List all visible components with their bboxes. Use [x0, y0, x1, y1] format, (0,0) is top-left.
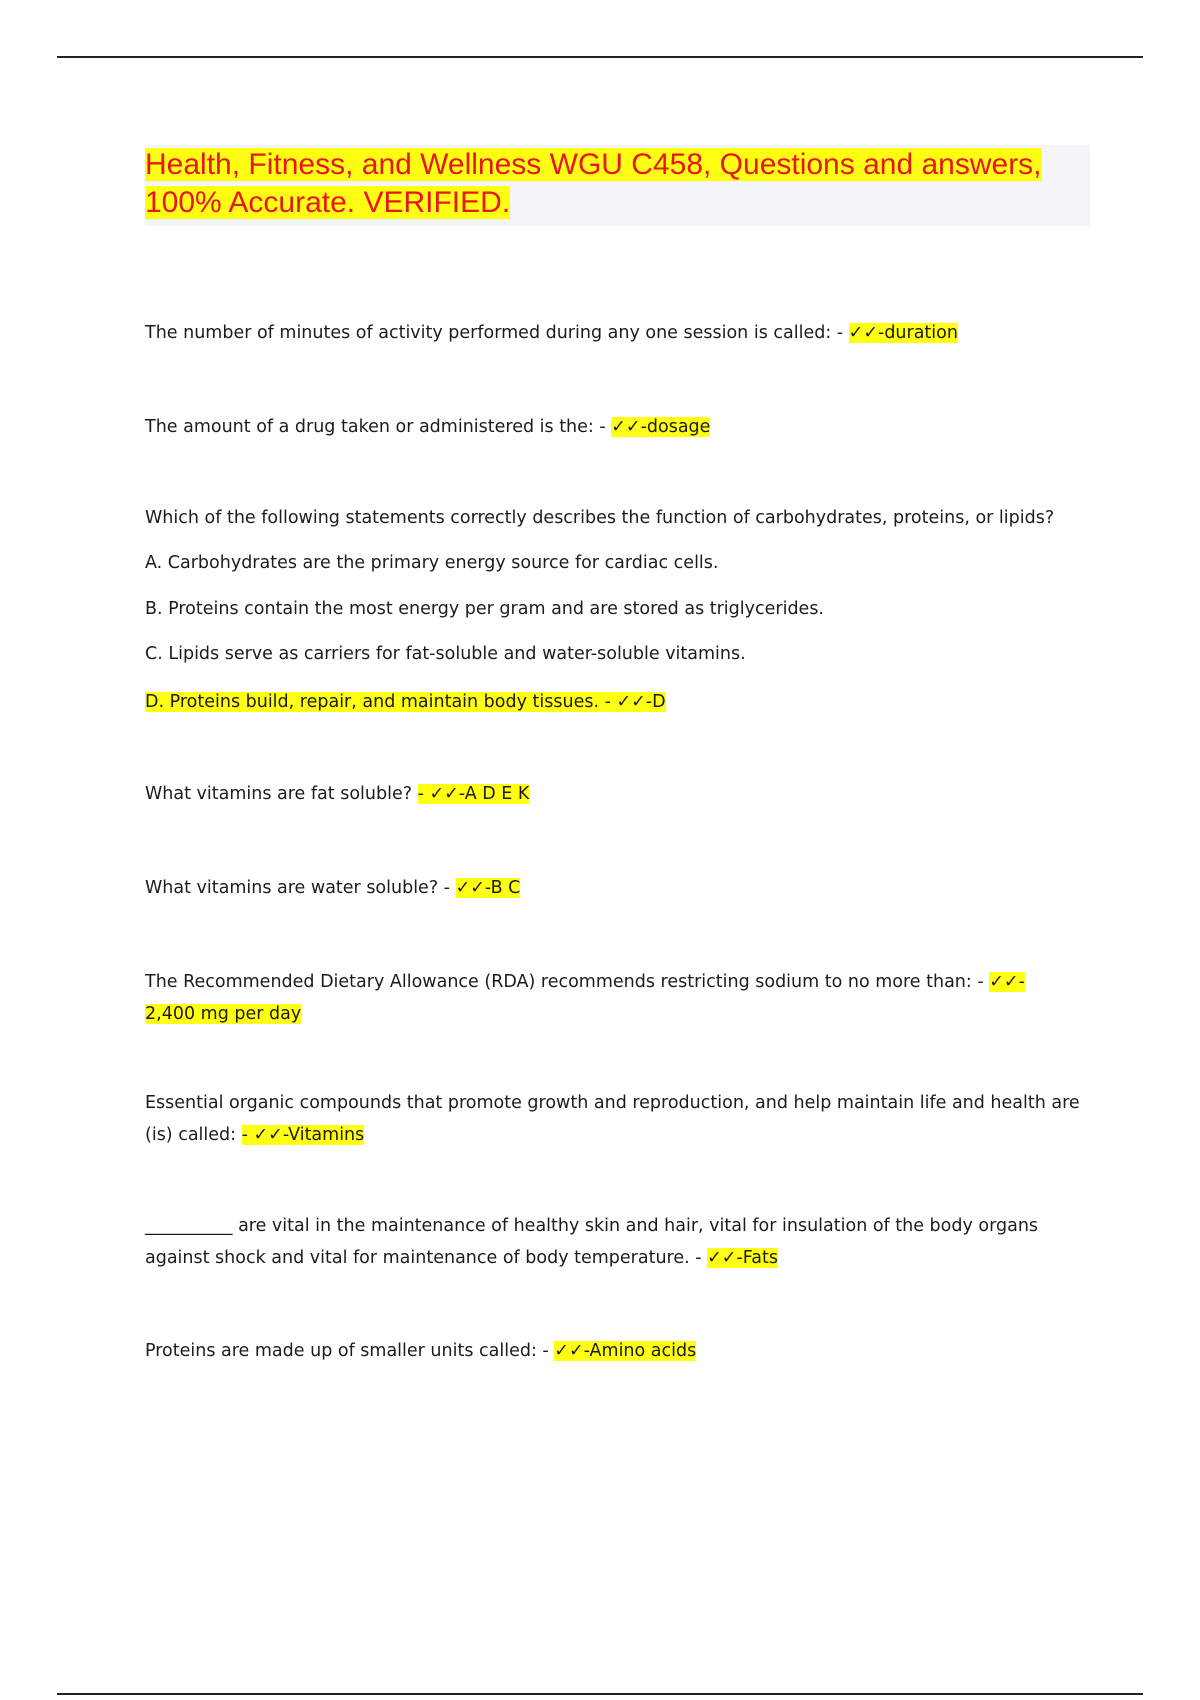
qa-item-duration	[145, 317, 1095, 349]
double-check-icon: ✓✓	[989, 972, 1019, 992]
answer-text: -B C	[484, 878, 521, 898]
answer-text: -dosage	[640, 417, 711, 437]
question-text: The Recommended Dietary Allowance (RDA) recommends restricting sodium to no more than: -	[145, 972, 990, 992]
double-check-icon: ✓✓	[707, 1248, 737, 1268]
page-title	[145, 146, 1085, 222]
answer-prefix: -	[417, 784, 430, 804]
answer-highlight	[145, 692, 666, 712]
double-check-icon: ✓✓	[611, 417, 641, 437]
header-rule	[57, 56, 1143, 58]
question-text: What vitamins are water soluble? -	[145, 878, 456, 898]
answer-highlight	[989, 972, 1025, 992]
answer-highlight	[707, 1248, 778, 1268]
double-check-icon: ✓✓	[848, 323, 878, 343]
question-text: Proteins are made up of smaller units called: -	[145, 1341, 555, 1361]
option-text: D. Proteins build, repair, and maintain body tissues. -	[145, 692, 617, 712]
double-check-icon: ✓✓	[554, 1341, 584, 1361]
answer-highlight	[242, 1125, 365, 1145]
page-title-text: Health, Fitness, and Wellness WGU C458, Questions and answers, 100% Accurate. VERIFIED.	[145, 148, 1042, 219]
footer-rule	[57, 1693, 1143, 1695]
option-a	[145, 547, 1095, 579]
qa-item-water-soluble	[145, 872, 1095, 904]
qa-item-fats	[145, 1210, 1095, 1274]
option-c	[145, 638, 1095, 670]
qa-item-dosage	[145, 411, 1095, 443]
option-text: A. Carbohydrates are the primary energy source for cardiac cells.	[145, 553, 719, 573]
answer-text: -Fats	[736, 1248, 778, 1268]
answer-text: -Vitamins	[282, 1125, 365, 1145]
answer-highlight	[554, 1341, 696, 1361]
option-b	[145, 593, 1095, 625]
option-text: B. Proteins contain the most energy per gram and are stored as triglycerides.	[145, 599, 824, 619]
answer-highlight	[849, 323, 958, 343]
answer-highlight	[611, 417, 710, 437]
answer-highlight	[456, 878, 521, 898]
qa-item-amino-acids	[145, 1335, 1095, 1367]
qa-item-vitamins	[145, 1087, 1095, 1151]
question-text: Which of the following statements correctly describes the function of carbohydrates, proteins, or lipids?	[145, 508, 1055, 528]
option-d-correct	[145, 686, 1095, 718]
answer-text: -D	[645, 692, 666, 712]
answer-text-continued: 2,400 mg per day	[145, 1004, 302, 1024]
answer-text: -Amino acids	[583, 1341, 697, 1361]
double-check-icon: ✓✓	[429, 784, 459, 804]
double-check-icon: ✓✓	[253, 1125, 283, 1145]
answer-text: -duration	[878, 323, 958, 343]
qa-item-macronutrients-question	[145, 502, 1095, 534]
answer-prefix: -	[241, 1125, 254, 1145]
question-text: What vitamins are fat soluble?	[145, 784, 418, 804]
qa-item-sodium	[145, 966, 1095, 1030]
question-text: The number of minutes of activity performed during any one session is called: -	[145, 323, 849, 343]
answer-text: -	[1018, 972, 1025, 992]
option-text: C. Lipids serve as carriers for fat-soluble and water-soluble vitamins.	[145, 644, 746, 664]
double-check-icon: ✓✓	[455, 878, 485, 898]
question-text: The amount of a drug taken or administered is the: -	[145, 417, 612, 437]
question-text: __________ are vital in the maintenance of healthy skin and hair, vital for insulation of the body organs against shock and vital for maintenance of body temperature. -	[145, 1216, 1039, 1268]
answer-text: -A D E K	[458, 784, 530, 804]
answer-highlight	[418, 784, 530, 804]
answer-highlight-continued	[145, 1004, 301, 1024]
question-text: Essential organic compounds that promote growth and reproduction, and help maintain life and health are (is) called:	[145, 1093, 1080, 1145]
qa-item-fat-soluble	[145, 778, 1095, 810]
double-check-icon: ✓✓	[616, 692, 646, 712]
